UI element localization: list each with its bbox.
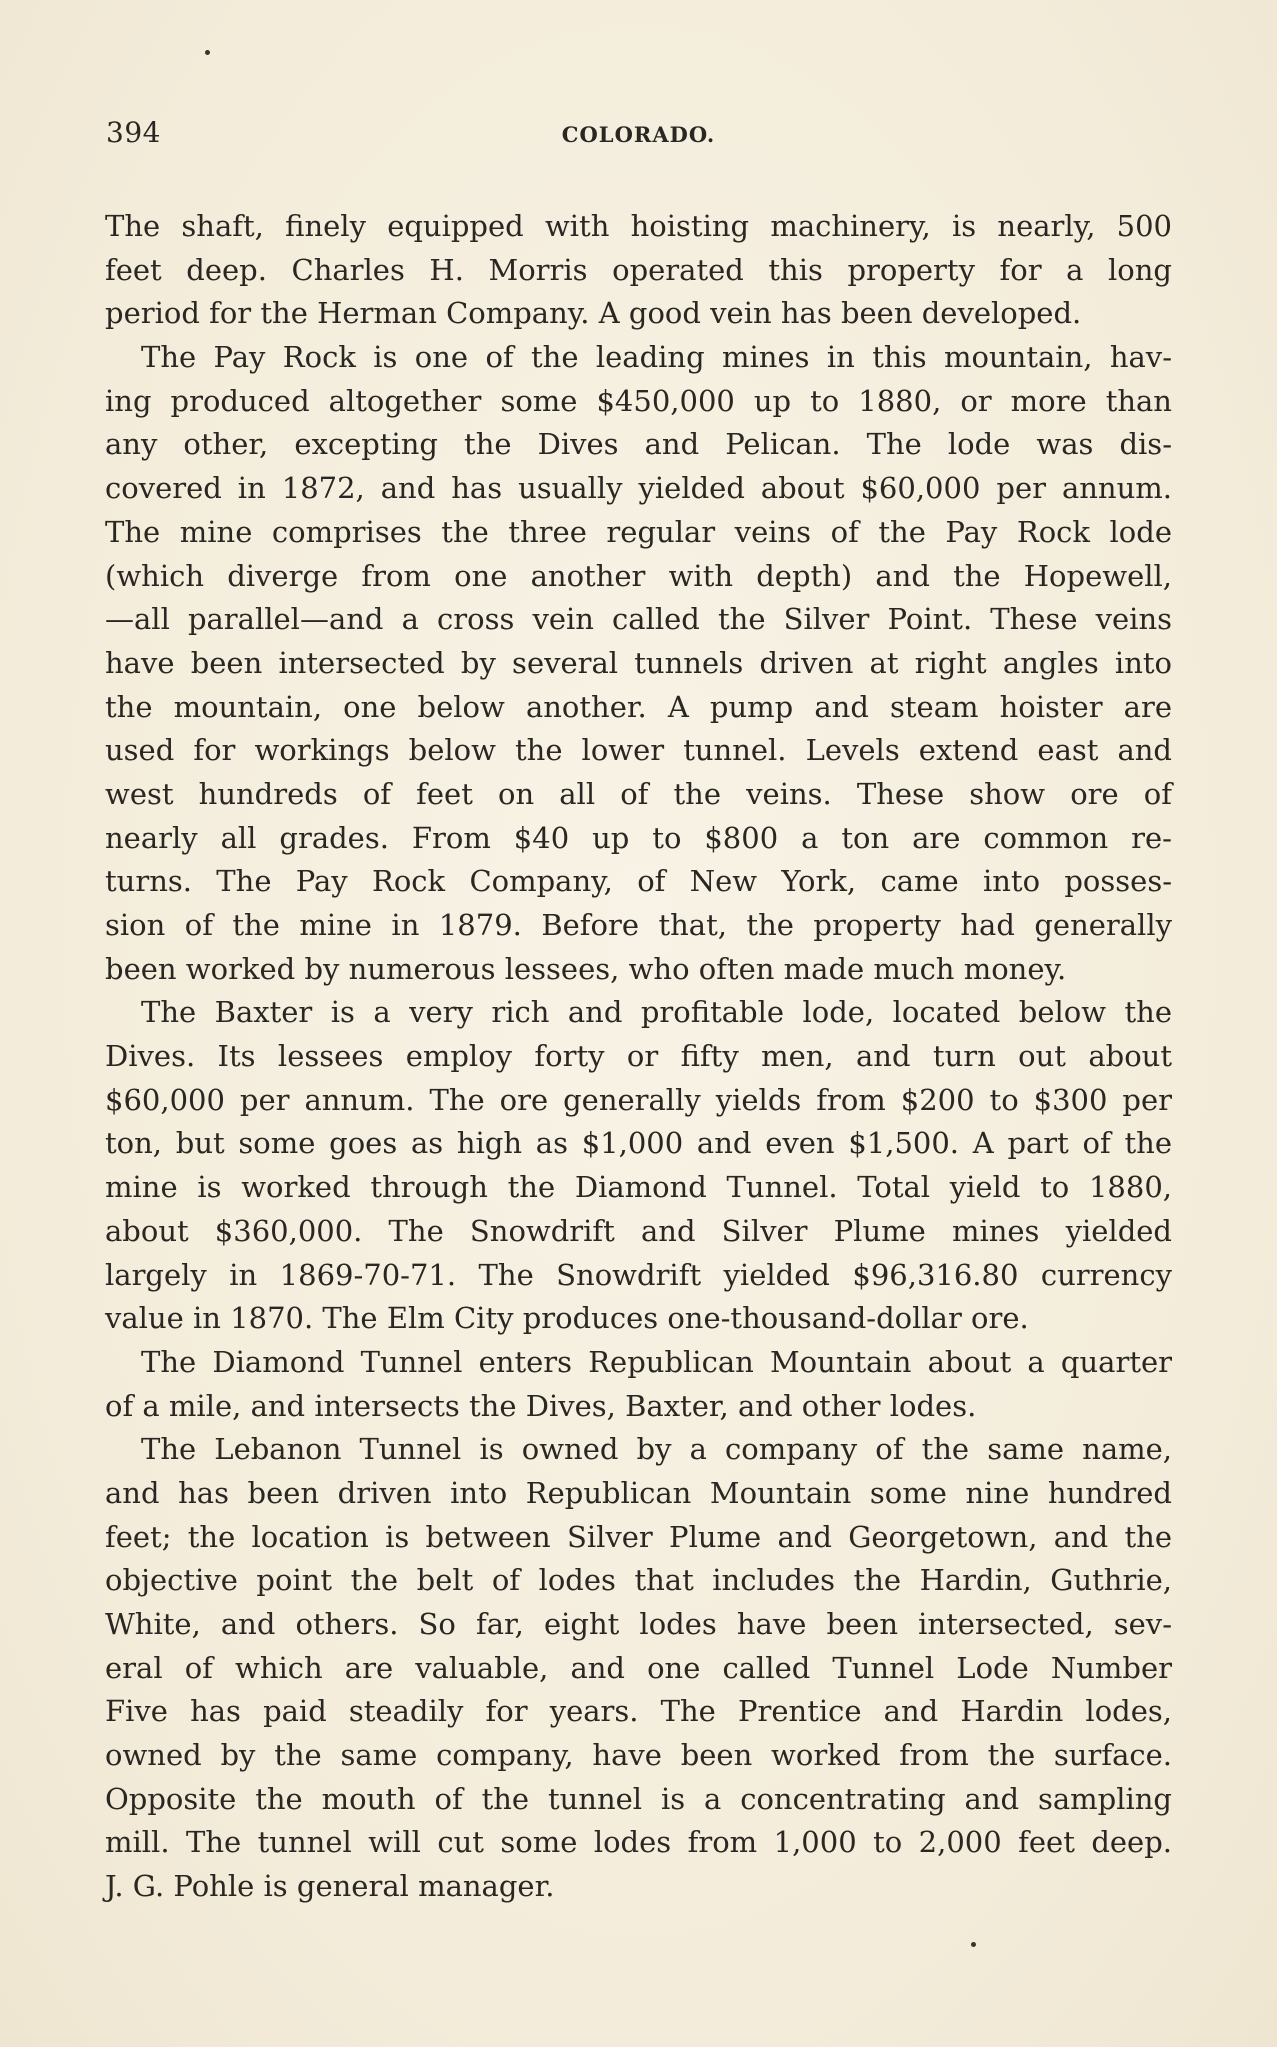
text-line: eral of which are valuable, and one called Tunnel Lode Number [105, 1650, 1172, 1685]
text-line: sion of the mine in 1879. Before that, the property had generally [105, 908, 1172, 942]
text-line: The Lebanon Tunnel is owned by a company of the same name, [141, 1432, 1172, 1467]
running-title: COLORADO. [561, 122, 716, 147]
text-line: west hundreds of feet on all of the veins. These show ore of [105, 776, 1172, 811]
text-line: The shaft, finely equipped with hoisting machinery, is nearly, 500 [105, 209, 1172, 243]
ink-speck-top [205, 50, 210, 55]
text-line: mill. The tunnel will cut some lodes from 1,000 to 2,000 feet deep. [105, 1825, 1172, 1860]
text-line: largely in 1869-70-71. The Snowdrift yielded $96,316.80 currency [105, 1257, 1172, 1292]
text-line: feet; the location is between Silver Plume and Georgetown, and the [105, 1519, 1172, 1554]
text-line: period for the Herman Company. A good vein has been developed. [105, 296, 1082, 331]
text-line: value in 1870. The Elm City produces one-thousand-dollar ore. [105, 1301, 1029, 1336]
text-line: White, and others. So far, eight lodes have been intersected, sev- [105, 1607, 1172, 1641]
text-line: and has been driven into Republican Mountain some nine hundred [105, 1475, 1172, 1510]
text-line: Opposite the mouth of the tunnel is a concentrating and sampling [105, 1781, 1172, 1816]
text-line: ing produced altogether some $450,000 up to 1880, or more than [105, 383, 1172, 418]
text-line: covered in 1872, and has usually yielded about $60,000 per annum. [105, 471, 1172, 506]
text-line: $60,000 per annum. The ore generally yields from $200 to $300 per [105, 1082, 1172, 1117]
text-line: feet deep. Charles H. Morris operated this property for a long [105, 252, 1172, 287]
running-head [106, 116, 1171, 150]
text-line: owned by the same company, have been worked from the surface. [105, 1738, 1172, 1773]
text-line: The Baxter is a very rich and profitable lode, located below the [141, 995, 1172, 1030]
text-line: about $360,000. The Snowdrift and Silver Plume mines yielded [105, 1213, 1172, 1248]
text-line: J. G. Pohle is general manager. [105, 1869, 555, 1904]
text-line: mine is worked through the Diamond Tunnel. Total yield to 1880, [105, 1170, 1172, 1205]
text-line: of a mile, and intersects the Dives, Baxter, and other lodes. [105, 1388, 977, 1423]
text-line: The mine comprises the three regular veins of the Pay Rock lode [105, 514, 1172, 549]
text-line: Dives. Its lessees employ forty or fifty men, and turn out about [105, 1039, 1172, 1074]
text-line: objective point the belt of lodes that includes the Hardin, Guthrie, [105, 1563, 1172, 1598]
ink-speck-bottom [971, 1942, 976, 1947]
text-line: have been intersected by several tunnels driven at right angles into [105, 645, 1172, 680]
text-line: The Pay Rock is one of the leading mines in this mountain, hav- [141, 340, 1172, 375]
text-line: the mountain, one below another. A pump and steam hoister are [105, 689, 1172, 724]
text-line: been worked by numerous lessees, who often made much money. [105, 951, 1067, 986]
text-line: The Diamond Tunnel enters Republican Mountain about a quarter [141, 1344, 1172, 1379]
body-text [105, 205, 1172, 1909]
text-line: (which diverge from one another with depth) and the Hopewell, [105, 558, 1172, 593]
text-line: nearly all grades. From $40 up to $800 a ton are common re- [105, 820, 1172, 855]
text-line: any other, excepting the Dives and Pelican. The lode was dis- [105, 427, 1172, 462]
text-line: —all parallel—and a cross vein called the Silver Point. These veins [105, 602, 1172, 637]
text-line: turns. The Pay Rock Company, of New York, came into posses- [105, 864, 1172, 899]
text-line: used for workings below the lower tunnel. Levels extend east and [105, 733, 1172, 768]
text-line: Five has paid steadily for years. The Prentice and Hardin lodes, [105, 1694, 1172, 1729]
page-number: 394 [106, 116, 161, 149]
text-line: ton, but some goes as high as $1,000 and even $1,500. A part of the [105, 1126, 1172, 1161]
